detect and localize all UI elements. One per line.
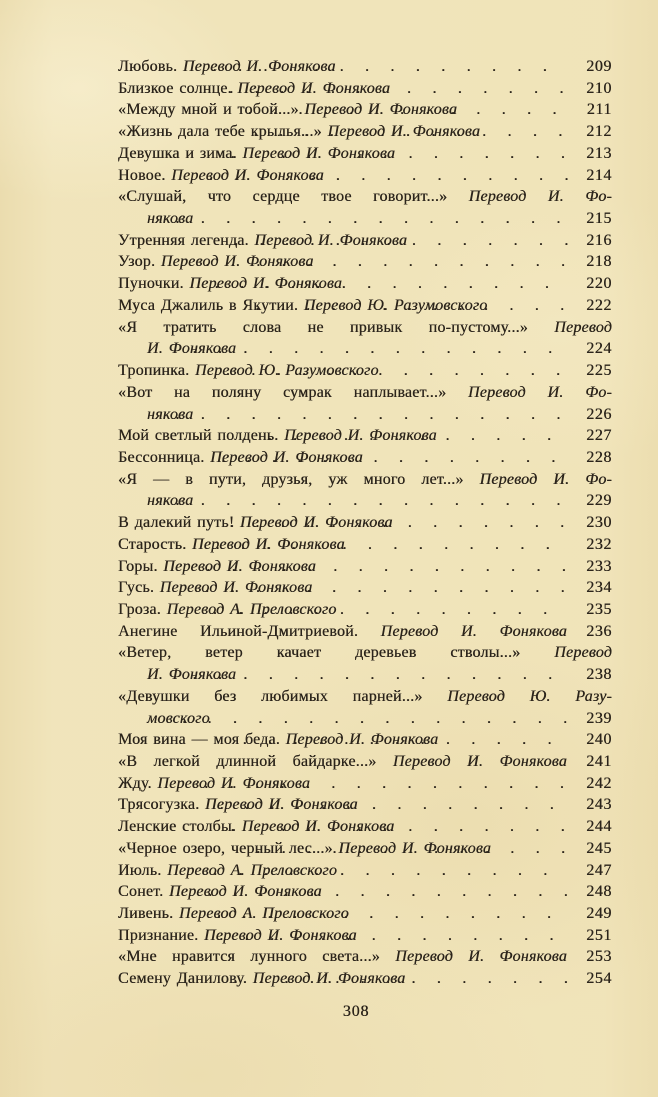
toc-page-number: 214 <box>586 166 612 184</box>
toc-line <box>118 404 612 426</box>
translator-credit: Перевод И. Фонякова <box>242 144 396 162</box>
translator-credit: Перевод И. Фо- <box>468 188 612 206</box>
translator-credit: Перевод И. Фонякова <box>285 731 439 749</box>
toc-entry-text <box>118 165 324 187</box>
entry-title: «В легкой длинной байдарке...» <box>118 753 393 770</box>
entry-title: Горы. <box>118 557 164 575</box>
toc-page-number: 232 <box>586 535 612 553</box>
toc-page-number: 251 <box>586 926 612 944</box>
entry-title: Тропинка. <box>118 362 195 380</box>
toc-entry-text <box>118 295 488 317</box>
entry-title: Любовь. <box>118 58 183 75</box>
toc-line <box>118 708 612 730</box>
toc-line <box>118 729 612 751</box>
dot-leader <box>205 251 568 273</box>
toc-line <box>118 794 612 816</box>
translator-credit: Перевод И. Фонякова <box>395 948 567 966</box>
translator-credit: И. Фонякова <box>147 666 237 684</box>
dot-leader <box>248 99 568 121</box>
toc-list <box>118 56 612 990</box>
translator-credit: някова <box>147 492 194 510</box>
toc-line <box>118 816 612 838</box>
toc-line <box>118 317 612 339</box>
translator-credit: Перевод И. Фо- <box>468 383 612 401</box>
translator-credit: Перевод И. Фонякова <box>284 427 437 445</box>
translator-credit: Перевод И. Фонякова <box>380 622 568 640</box>
translator-credit: Перевод И. Фонякова <box>204 926 357 944</box>
toc-line <box>118 490 612 512</box>
toc-page-number: 226 <box>586 405 612 423</box>
toc-entry-text <box>118 556 316 578</box>
translator-credit: Перевод И. Фонякова <box>205 796 358 814</box>
toc-page-number: 243 <box>586 796 612 814</box>
toc-page-number: 235 <box>586 600 612 618</box>
toc-line <box>118 447 612 469</box>
toc-line <box>118 56 612 78</box>
toc-entry-text <box>118 925 357 947</box>
entry-title: Девушка и зима. <box>118 144 243 162</box>
translator-credit: Перевод И. Фонякова <box>239 514 393 532</box>
toc-page-number: 234 <box>586 579 612 597</box>
toc-page-number: 241 <box>586 753 612 770</box>
translator-credit: Перевод И. Фонякова <box>163 557 316 575</box>
toc-entry-text <box>118 121 481 143</box>
entry-title: «Жизнь дала тебе крылья...» <box>118 123 328 141</box>
entry-title: «Вот на поляну сумрак наплывает...» <box>118 383 468 401</box>
toc-entry-text <box>118 881 322 903</box>
dot-leader <box>221 447 568 469</box>
toc-entry-text <box>118 317 612 339</box>
toc-entry-text <box>118 143 396 165</box>
toc-entry-text <box>147 708 210 730</box>
toc-line <box>118 642 612 664</box>
translator-credit: Перевод А. Преловского <box>166 600 337 618</box>
dot-leader <box>217 903 568 925</box>
entry-title: «Ветер, ветер качает деревьев стволы...» <box>118 644 555 662</box>
toc-entry-text <box>118 273 343 295</box>
toc-line <box>118 925 612 947</box>
toc-entry-text <box>147 404 194 426</box>
toc-page-number: 211 <box>586 101 612 119</box>
dot-leader <box>206 556 568 578</box>
translator-credit: Перевод <box>554 644 612 662</box>
entry-title: «Черное озеро, черный лес...» <box>118 839 339 857</box>
translator-credit: някова <box>147 405 194 423</box>
translator-credit: Перевод И. Фонякова <box>157 774 311 792</box>
toc-page-number: 242 <box>586 774 612 792</box>
entry-title: Сонет. <box>118 883 170 901</box>
toc-line <box>118 577 612 599</box>
entry-title: Семену Данилову. <box>118 970 253 988</box>
dot-leader <box>175 208 568 230</box>
entry-title: Пуночки. <box>118 275 190 293</box>
page-number: 308 <box>342 1003 370 1020</box>
toc-entry-text <box>118 599 337 621</box>
toc-entry-text <box>118 816 395 838</box>
toc-line <box>118 664 612 686</box>
translator-credit: Перевод И. Фонякова <box>160 253 314 271</box>
translator-credit: Перевод Ю. Разу- <box>447 687 612 705</box>
entry-title: Новое. <box>118 166 172 184</box>
entry-title: Близкое солнце. <box>118 79 238 97</box>
translator-credit: Перевод И. Фонякова <box>192 535 345 553</box>
translator-credit: Перевод И. Фонякова <box>392 753 567 770</box>
toc-line <box>118 968 612 990</box>
toc-line <box>118 621 612 643</box>
toc-line <box>118 903 612 925</box>
entry-title: «Слушай, что сердце твое говорит...» <box>118 188 469 206</box>
dot-leader <box>226 360 568 382</box>
toc-entry-text <box>118 447 363 469</box>
entry-title: Бессонница. <box>118 448 211 466</box>
toc-line <box>118 860 612 882</box>
toc-line <box>118 512 612 534</box>
toc-page-number: 228 <box>586 448 612 466</box>
toc-entry-text <box>118 534 345 556</box>
entry-title: Жду. <box>118 774 158 792</box>
toc-line <box>118 230 612 252</box>
toc-page-number: 249 <box>586 905 612 923</box>
toc-page-number: 210 <box>586 79 612 97</box>
toc-entry-text <box>118 56 336 78</box>
dot-leader <box>193 338 569 360</box>
entry-title: Гусь. <box>118 579 160 597</box>
translator-credit: Перевод И. Фонякова <box>210 448 363 466</box>
toc-line <box>118 273 612 295</box>
toc-line <box>118 838 612 860</box>
toc-entry-text <box>118 773 311 795</box>
toc-entry-text <box>118 860 338 882</box>
entry-title: Июль. <box>118 861 168 879</box>
toc-page-number: 215 <box>586 210 612 228</box>
toc-entry-text <box>118 512 393 534</box>
translator-credit: Перевод И. Фонякова <box>254 231 408 249</box>
entry-title: Ленские столбы. <box>118 818 242 836</box>
translator-credit: някова <box>147 210 194 228</box>
toc-entry-text <box>118 838 492 860</box>
dot-leader <box>220 794 568 816</box>
translator-credit: мовского <box>147 709 210 727</box>
toc-page-number: 238 <box>586 666 612 684</box>
entry-title: Моя вина — моя беда. <box>118 731 286 749</box>
toc-entry-text <box>118 186 612 208</box>
toc-line <box>118 773 612 795</box>
toc-line <box>118 599 612 621</box>
dot-leader <box>256 838 568 860</box>
dot-leader <box>219 925 568 947</box>
entry-title: Утренняя легенда. <box>118 231 255 249</box>
translator-credit: Перевод И. Фонякова <box>304 101 458 119</box>
toc-page-number: 222 <box>586 296 612 314</box>
toc-line <box>118 165 612 187</box>
toc-page-number: 212 <box>586 123 612 141</box>
toc-page-number: 254 <box>586 970 612 988</box>
toc-entry-text <box>118 686 612 708</box>
translator-credit: И. Фонякова <box>147 340 237 358</box>
entry-title: Трясогузка. <box>118 796 206 814</box>
translator-credit: Перевод Ю. Разумовского <box>194 362 379 380</box>
translator-credit: Перевод А. Преловского <box>167 861 338 879</box>
toc-line <box>118 186 612 208</box>
translator-credit: Перевод Ю. Разумовского <box>303 296 488 314</box>
dot-leader <box>175 404 568 426</box>
toc-entry-text <box>118 425 437 447</box>
toc-entry-text <box>118 99 458 121</box>
translator-credit: Перевод А. Преловского <box>178 905 349 923</box>
dot-leader <box>215 534 568 556</box>
toc-page-number: 220 <box>586 275 612 293</box>
entry-title: «Девушки без любимых парней...» <box>118 687 448 705</box>
toc-entry-text <box>118 78 391 100</box>
toc-line <box>118 382 612 404</box>
dot-leader <box>208 881 568 903</box>
dot-leader <box>234 968 568 990</box>
toc-line <box>118 751 612 773</box>
entry-title: Мой светлый полдень. <box>118 427 285 445</box>
translator-credit: Перевод И. Фонякова <box>182 58 336 75</box>
toc-line <box>118 143 612 165</box>
translator-credit: Перевод И. Фонякова <box>327 123 481 141</box>
translator-credit: Перевод И. Фо- <box>479 470 613 488</box>
toc-line <box>118 295 612 317</box>
dot-leader <box>230 512 568 534</box>
dot-leader <box>182 708 568 730</box>
toc-entry-text <box>118 903 349 925</box>
toc-line <box>118 121 612 143</box>
entry-title: Признание. <box>118 926 205 944</box>
dot-leader <box>215 273 568 295</box>
toc-entry-text <box>147 490 194 512</box>
toc-line <box>118 946 612 968</box>
toc-page-number: 245 <box>586 839 612 857</box>
dot-leader <box>209 165 568 187</box>
toc-page-number: 230 <box>586 514 612 532</box>
entry-title: «Я — в пути, друзья, уж много лет...» <box>118 470 480 488</box>
toc-entry-text <box>147 338 237 360</box>
toc-entry-text <box>118 946 567 968</box>
toc-entry-text <box>147 208 194 230</box>
dot-leader <box>243 729 568 751</box>
toc-page-number: 225 <box>586 362 612 380</box>
toc-line <box>118 99 612 121</box>
translator-credit: Перевод И. Фонякова <box>338 839 492 857</box>
toc-page-number: 209 <box>586 58 612 75</box>
dot-leader <box>231 143 568 165</box>
toc-line <box>118 686 612 708</box>
toc-line <box>118 425 612 447</box>
dot-leader <box>230 816 568 838</box>
dot-leader <box>213 860 568 882</box>
translator-credit: Перевод И. Фонякова <box>171 166 324 184</box>
toc-line <box>118 78 612 100</box>
toc-entry-text <box>118 794 358 816</box>
toc-page-number: 213 <box>586 144 612 162</box>
toc-page-number: 233 <box>586 557 612 575</box>
dot-leader <box>213 56 568 78</box>
dot-leader <box>254 121 569 143</box>
toc-entry-text <box>118 621 567 643</box>
translator-credit: Перевод <box>554 318 612 336</box>
toc-page-number: 240 <box>586 731 612 749</box>
toc-page-number: 236 <box>586 622 612 640</box>
toc-line <box>118 881 612 903</box>
toc-entry-text <box>118 729 439 751</box>
toc-entry-text <box>118 251 314 273</box>
toc-line <box>118 208 612 230</box>
toc-page-number: 224 <box>586 340 612 358</box>
toc-page-number: 248 <box>586 883 612 901</box>
entry-title: «Между мной и тобой...» <box>118 101 305 119</box>
translator-credit: Перевод И. Фонякова <box>252 970 406 988</box>
dot-leader <box>193 664 569 686</box>
toc-entry-text <box>118 230 408 252</box>
entry-title: «Я тратить слова не привык по-пустому...» <box>118 318 555 336</box>
toc-line <box>118 360 612 382</box>
dot-leader <box>213 599 568 621</box>
entry-title: Анегине Ильиной-Дмитриевой. <box>118 622 381 640</box>
dot-leader <box>242 425 568 447</box>
translator-credit: Перевод И. Фонякова <box>169 883 322 901</box>
entry-title: Старость. <box>118 535 193 553</box>
toc-entry-text <box>118 642 612 664</box>
toc-entry-text <box>118 968 406 990</box>
dot-leader <box>205 577 568 599</box>
toc-page-number: 247 <box>586 861 612 879</box>
toc-line <box>118 534 612 556</box>
toc-entry-text <box>118 360 379 382</box>
translator-credit: Перевод И. Фонякова <box>237 79 391 97</box>
toc-page-number: 239 <box>586 709 612 727</box>
toc-entry-text <box>147 664 237 686</box>
toc-page-number: 227 <box>586 427 612 445</box>
entry-title: Гроза. <box>118 600 167 618</box>
toc-page-number: 218 <box>586 253 612 271</box>
toc-line <box>118 251 612 273</box>
toc-entry-text <box>118 751 567 773</box>
entry-title: Ливень. <box>118 905 179 923</box>
translator-credit: Перевод И. Фонякова <box>159 579 313 597</box>
dot-leader <box>255 295 568 317</box>
toc-entry-text <box>118 469 612 491</box>
dot-leader <box>234 230 568 252</box>
dot-leader <box>229 78 568 100</box>
dot-leader <box>175 490 568 512</box>
translator-credit: Перевод И. Фонякова <box>189 275 343 293</box>
entry-title: Муса Джалиль в Якутии. <box>118 296 304 314</box>
entry-title: Узор. <box>118 253 161 271</box>
toc-entry-text <box>118 382 612 404</box>
toc-line <box>118 469 612 491</box>
translator-credit: Перевод И. Фонякова <box>241 818 395 836</box>
toc-page-number: 216 <box>586 231 612 249</box>
toc-page-number: 244 <box>586 818 612 836</box>
entry-title: В далекий путь! <box>118 514 240 532</box>
toc-page-number: 229 <box>586 492 612 510</box>
toc-line <box>118 338 612 360</box>
toc-line <box>118 556 612 578</box>
dot-leader <box>204 773 568 795</box>
toc-entry-text <box>118 577 313 599</box>
toc-page-number: 253 <box>586 948 612 966</box>
entry-title: «Мне нравится лунного света...» <box>118 948 396 966</box>
